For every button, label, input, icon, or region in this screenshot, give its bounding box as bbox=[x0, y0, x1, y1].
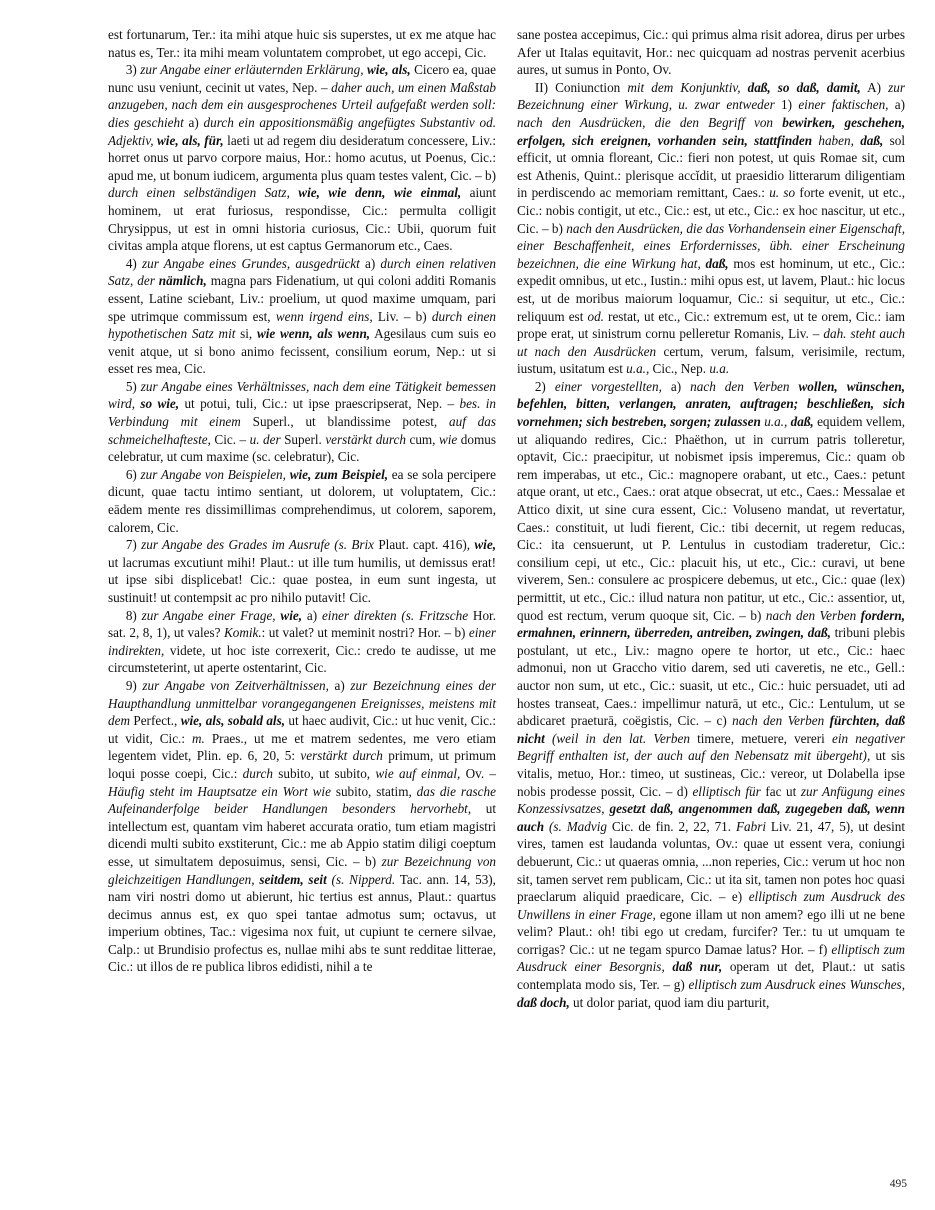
body-text: 1) bbox=[774, 97, 799, 113]
bold-headword-text: so wie, bbox=[135, 396, 180, 412]
body-text: magna pars Fidenatium, ut qui coloni additi Romanis essent, Latine sciebant, Liv.: proelium, ut quod maxime umquam, pari spe utrimque commissum est, bbox=[108, 273, 496, 324]
italic-text: einer indirekten, bbox=[108, 625, 497, 658]
right-column bbox=[517, 26, 905, 1011]
entry-paragraph bbox=[108, 466, 496, 536]
body-text: 3) bbox=[125, 62, 141, 78]
body-text: Superl., ut blandissime potest, bbox=[240, 414, 449, 430]
italic-text: u.a., bbox=[760, 414, 788, 430]
italic-text: u. so bbox=[769, 185, 796, 201]
body-text: sane postea accepimus, Cic.: qui primus alma risit adorea, dirus per urbes Afer ut Italas equitavit, Hor.: nec quicquam ad nostras pervenit acerbius aures, ut sumus in Ponto, Ov. bbox=[517, 27, 905, 78]
entry-paragraph bbox=[108, 677, 496, 976]
entry-paragraph bbox=[517, 79, 905, 378]
italic-text: zur Angabe des Grades im Ausrufe (s. Brix bbox=[141, 537, 375, 553]
body-text: ea se sola percipere dicunt, quae tactu intimo sentiant, ut dolorem, ut voluptatem, Cic.: eādem mente res dissimillimas comprehendimus, ut colorem, saporem, calorem, Cic. bbox=[108, 466, 497, 535]
bold-headword-text: wie, zum Beispiel, bbox=[285, 466, 389, 482]
body-text: equidem vellem, ut aliquando redires, Cic.: Phaëthon, ut in currum patris tolleretur, optavit, Cic.: praecipitur, ut nobismet ipsis imperemus, Cic.: quam ob rem imperabas, ut etc., Cic.: magnopere orabant, ut etc., Caes.: petunt atque orant, ut etc., Caes.: orat atque obsecrat, ut etc., Caes.: Messalae et Attico dixit, ut sine cura essent, Cic.: Voluseno mandat, ut revertatur, Caes.: constituit, ut ludi fierent, Cic.: tibi decernit, ut regem reducas, Cic.: ita censuerunt, ut P. Lentulus in custodiam traderetur, Cic.: consilium cepi, ut etc., Cic.: placuit his, ut etc., Cic.: curavi, ut bene viverem, Sen.: consulere ac prospicere debemus, ut etc., Cic.: quae (lex) permittit, ut etc., Cic.: illud natura non patitur, ut etc., Cic.: assentior, ut, quod est rectum, verum quoque sit, Cic. – b) bbox=[517, 414, 906, 623]
italic-text: (s. Madvig bbox=[549, 818, 607, 834]
italic-text: zur Angabe einer erläuternden Erklärung, bbox=[140, 62, 364, 78]
body-text: certum, verum, falsum, verisimile, rectum, iustum, usitatum est bbox=[517, 343, 906, 377]
italic-text: auf das schmeichelhafteste, bbox=[108, 414, 496, 447]
italic-text: nach den Ausdrücken, die den Begriff von bbox=[517, 114, 774, 130]
body-text: Cic. – bbox=[210, 431, 250, 447]
italic-text: bes. in Verbindung mit einem bbox=[108, 396, 496, 430]
body-text: Superl. bbox=[280, 431, 326, 447]
body-text: Liv. 21, 47, 5), ut desint vires, tamen est laudanda voluntas, Ov.: quae ut essent vera, coniungi debuerunt, Cic.: ut quaeras omnia, ...non reperies, Cic.: verum ut hoc non sit, tamen servet rem publicam, Cic.: ut ita sit, tamen non potes hoc quasi praeclarum aliquid praedicare, Cic. – e) bbox=[517, 818, 905, 905]
body-text: 2) bbox=[534, 378, 555, 394]
page-number: 495 bbox=[889, 1178, 907, 1190]
bold-headword-text: bewirken, geschehen, erfolgen, sich ereignen, vorhanden sein, stattfinden bbox=[517, 114, 905, 148]
italic-text: dah. steht auch ut nach den Ausdrücken bbox=[517, 326, 905, 359]
bold-headword-text: gesetzt daß, angenommen daß, zugegeben daß, wenn auch bbox=[517, 801, 905, 834]
bold-headword-text: daß doch, bbox=[517, 994, 570, 1010]
body-text: tribuni plebis postulant, ut etc., Liv.: magno opere te hortor, ut etc., Cic.: haec admonui, non ut Graccho vitio darem, sed uti caveretis, ne etc., Gell.: auctor non sum, ut etc., Cic.: suasit, ut etc., Cic.: huic persuadet, uti ad hostes transeat, Caes.: impellimur naturā, ut etc., Cic.: Lentulum, ut se abdicaret praeturā, coëgistis, Cic. – c) bbox=[517, 625, 905, 729]
body-text: II) Coniunction bbox=[534, 79, 628, 95]
body-text: ut lacrumas excutiunt mihi! Plaut.: ut ille tum humilis, ut demissus erat! ut ipse sibi displicebat! Cic.: quae postea, in eum sunt ingesta, ut sustinuit! ut contempsit ac pro nihilo putavit! Cic. bbox=[108, 554, 496, 605]
body-text: domus celebratur, ut cum maxime (sc. celebratur), Cic. bbox=[108, 431, 496, 465]
body-text: primum, ut primum loqui posse coepi, Cic.: bbox=[108, 748, 497, 781]
body-text: Praes., ut me et matrem sedentes, me vero etiam legentem videt, Plin. ep. 6, 20, 5: bbox=[108, 730, 496, 764]
body-text: A) bbox=[860, 79, 889, 95]
italic-text: zur Angabe eines Verhältnisses, nach dem eine Tätigkeit bemessen wird, bbox=[108, 378, 496, 412]
italic-text: (weil in den lat. Verben bbox=[551, 730, 690, 746]
italic-text: zur Bezeichnung eines der Haupthandlung unmittelbar vorangegangenen Ereignisses, meistens mit dem bbox=[108, 677, 496, 729]
italic-text: nach den Verben bbox=[732, 713, 825, 729]
italic-text: zur Bezeichnung einer Wirkung, u. zwar entweder bbox=[517, 79, 905, 113]
body-text: fac ut bbox=[760, 783, 801, 799]
italic-text: durch ein appositionsmäßig angefügtes Substantiv od. Adjektiv, bbox=[108, 114, 496, 148]
entry-paragraph bbox=[108, 61, 496, 255]
italic-text: nach den Verben bbox=[765, 607, 857, 623]
body-text: a) bbox=[888, 97, 905, 113]
entry-paragraph bbox=[108, 255, 496, 378]
entry-paragraph bbox=[517, 26, 905, 79]
body-text: sol efficit, ut omnia floreant, Cic.: fieri non potest, ut quis Romae sit, cum est Athenis, Quint.: plerisque accĭdit, ut praesidio litterarum diligentiam in perdiscendo ac memoriam remittant, Caes.: bbox=[517, 132, 906, 201]
body-text: ut dolor pariat, quod iam diu parturit, bbox=[569, 994, 770, 1010]
bold-headword-text: wie, als, für, bbox=[153, 132, 224, 148]
entry-paragraph bbox=[108, 536, 496, 606]
body-text: Perfect., bbox=[129, 713, 181, 729]
italic-text: (s. Nipperd. bbox=[331, 871, 396, 887]
left-column bbox=[108, 26, 496, 976]
italic-text: elliptisch zum Ausdruck eines Wunsches, bbox=[688, 977, 905, 993]
body-text: laeti ut ad regem diu desideratum concessere, Liv.: horret onus ut parvo corpore maius, Hor.: homo acutus, ut Poenus, Cic.: apud me, ut bonum iudicem, argumenta plus quam testes valent, Cic. – b) bbox=[108, 132, 496, 183]
body-text: operam ut det, Plaut.: ut satis contemplata modo sis, Ter. – g) bbox=[517, 959, 906, 993]
italic-text: zur Angabe von Beispielen, bbox=[140, 466, 286, 482]
bold-headword-text: wollen, wünschen, befehlen, bitten, verlangen, anraten, auftragen; beschließen, sich vornehmen; sich bestreben, sorgen; zulassen bbox=[517, 378, 905, 430]
body-text: a) bbox=[359, 255, 381, 271]
italic-text: u.a., bbox=[626, 361, 650, 377]
body-text: Agesilaus cum suis eo venit atque, ut si bono animo fecissent, consilium eorum, Nep.: ut si esset res mea, Cic. bbox=[108, 326, 496, 377]
body-text: Tac. ann. 14, 53), nam viri nostri domo ut abierunt, hic tertius est annus, Plaut.: quartus decimus annus est, ex quo spei tantae admotus sum; octavus, ut imperium obtines, Tac.: vigesima nox fuit, ut cupiunt te cernere silvae, Calp.: ut Brundisio profectus es, nullae mihi abs te sunt redditae litterae, Cic.: ut illos de re publica libros edidisti, nihil a te bbox=[108, 871, 496, 975]
body-text: ut sis vitalis, metuo, Hor.: timeo, ut sustineas, Cic.: vereor, ut Dolabella ipse nobis prodesse possit, Cic. – d) bbox=[517, 748, 906, 799]
italic-text: u. der bbox=[249, 431, 281, 447]
body-text: 4) bbox=[125, 255, 142, 271]
bold-headword-text: nämlich, bbox=[154, 273, 207, 289]
body-text: Cic. de fin. 2, 22, 71. bbox=[606, 818, 736, 834]
body-text: subito, statim, bbox=[330, 783, 417, 799]
body-text: 5) bbox=[125, 378, 141, 394]
body-text: Hor. sat. 2, 8, 1), ut vales? bbox=[108, 607, 497, 641]
italic-text: zur Bezeichnung von gleichzeitigen Handlungen, bbox=[108, 853, 497, 887]
body-text: mos est hominum, ut etc., Cic.: expedit omnibus, ut etc., Iustin.: mihi opus est, ut lavem, Plaut.: hic locus est, ut de moribus maiorum loquamur, Cic.: si sequitur, ut etc., Cic.: reliquum est bbox=[517, 255, 906, 324]
entry-paragraph bbox=[108, 378, 496, 466]
body-text: 7) bbox=[125, 537, 142, 553]
body-text: ut potui, tuli, Cic.: ut ipse praescripserat, Nep. – bbox=[179, 396, 460, 412]
italic-text: od. bbox=[587, 308, 604, 324]
bold-headword-text: wie, als, sobald als, bbox=[180, 713, 286, 729]
entry-paragraph bbox=[517, 378, 905, 1011]
body-text: forte evenit, ut etc., Cic.: nobis contigit, ut etc., Cic.: est, ut etc., Cic.: ex hoc nascitur, ut etc., Cic. – b) bbox=[517, 185, 906, 236]
body-text bbox=[545, 731, 552, 746]
italic-text: zur Angabe eines Grundes, ausgedrückt bbox=[141, 255, 360, 271]
italic-text: ein negativer Begriff enthalten ist, der auch auf den Nebensatz mit übergeht), bbox=[517, 730, 906, 764]
italic-text: m. bbox=[192, 730, 205, 746]
body-text: videte, ut hoc iste correxerit, Cic.: credo te audisse, ut me circumsteterint, ut aperte ostentarint, Cic. bbox=[108, 642, 496, 676]
italic-text: Komik. bbox=[223, 625, 262, 641]
italic-text: das die rasche Aufeinanderfolge beider Handlungen besonders hervorhebt, bbox=[108, 783, 496, 817]
italic-text: mit dem Konjunktiv, bbox=[627, 79, 741, 95]
italic-text: durch bbox=[242, 765, 273, 781]
italic-text: elliptisch für bbox=[692, 783, 761, 799]
body-text: Cicero ea, quae nunc usu veniunt, cecinit ut vates, Nep. – bbox=[108, 62, 496, 95]
italic-text: wie auf einmal, bbox=[375, 765, 461, 781]
italic-text: zur Angabe einer Frage, bbox=[141, 607, 276, 623]
body-text: Liv. – b) bbox=[372, 308, 432, 324]
italic-text: einer faktischen, bbox=[798, 97, 889, 113]
italic-text: durch einen selbständigen Satz, bbox=[108, 185, 290, 201]
bold-headword-text: wie, wie denn, wie einmal, bbox=[289, 185, 462, 201]
body-text: a) bbox=[328, 677, 351, 693]
body-text: subito, ut subito, bbox=[272, 765, 376, 781]
body-text: si, bbox=[235, 326, 257, 342]
bold-headword-text: wie, als, bbox=[363, 62, 411, 78]
bold-headword-text: wie, bbox=[275, 607, 303, 623]
body-text: 8) bbox=[125, 607, 142, 623]
italic-text: elliptisch zum Ausdruck einer Besorgnis, bbox=[517, 941, 905, 975]
body-text: timere, metuere, vereri bbox=[689, 730, 832, 746]
body-text: Ov. – bbox=[460, 765, 496, 781]
body-text: Plaut. capt. 416), bbox=[374, 537, 475, 553]
body-text: a) bbox=[661, 378, 691, 394]
body-text: a) bbox=[183, 114, 204, 130]
italic-text: zur Anfügung eines Konzessivsatzes, bbox=[517, 783, 905, 817]
italic-text: einer vorgestellten, bbox=[554, 378, 662, 394]
italic-text: nach den Ausdrücken, die das Vorhandensein einer Eigenschaft, einer Beschaffenheit, eines Erfordernisses, übh. einer Erscheinung bezeichnen, die eine Wirkung hat, bbox=[517, 220, 905, 271]
bold-headword-text: fordern, ermahnen, erinnern, überreden, antreiben, zwingen, daß, bbox=[517, 607, 905, 641]
bold-headword-text: daß, bbox=[700, 255, 729, 271]
bold-headword-text: daß, bbox=[787, 414, 814, 430]
italic-text: verstärkt durch bbox=[325, 431, 406, 447]
italic-text: u.a. bbox=[709, 361, 730, 377]
body-text: a) bbox=[302, 607, 322, 623]
entry-paragraph bbox=[108, 607, 496, 677]
italic-text: zur Angabe von Zeitverhältnissen, bbox=[142, 677, 329, 693]
italic-text: Fabri bbox=[735, 818, 766, 834]
italic-text: Häufig steht im Hauptsatze ein Wort wie bbox=[108, 783, 331, 799]
body-text: egone illam ut non amem? ego illi ut ne bene velim? Plaut.: oh! tibi ego ut credam, furcifer? Ter.: tu ut umquam te corrigas? Cic.: ut ne tegam spurco Damae latus? Hor. – f) bbox=[517, 906, 905, 957]
bold-headword-text: daß, bbox=[853, 132, 884, 148]
italic-text: einer direkten (s. Fritzsche bbox=[321, 607, 469, 623]
bold-headword-text: daß nur, bbox=[664, 959, 723, 975]
body-text: ut intellectum est, quantam vim haberet accurata oratio, tum etiam magistri dicendi multi subito exstiterunt, Cic.: me ab Appio statim diligi coeptum esse, ut simultatem deposuimus, sensi, Cic. – b) bbox=[108, 801, 496, 869]
entry-paragraph bbox=[108, 26, 496, 61]
bold-headword-text: wie, bbox=[474, 537, 496, 553]
italic-text: daher auch, um einen Maßstab anzugeben, nach dem ein ausgesprochenes Urteil aufgefaßt werden soll: dies geschieht bbox=[108, 79, 497, 130]
italic-text: wenn irgend eins, bbox=[275, 308, 373, 324]
body-text: 9) bbox=[125, 677, 143, 693]
italic-text: durch einen hypothetischen Satz mit bbox=[108, 308, 496, 342]
italic-text: haben, bbox=[812, 132, 854, 148]
body-text: 6) bbox=[125, 466, 141, 482]
body-text: cum, bbox=[405, 431, 439, 447]
bold-headword-text: fürchten, daß nicht bbox=[517, 713, 905, 746]
italic-text: durch einen relativen Satz, der bbox=[108, 255, 496, 289]
italic-text: verstärkt durch bbox=[300, 748, 383, 764]
bold-headword-text: wie wenn, als wenn, bbox=[256, 326, 371, 342]
body-text: est fortunarum, Ter.: ita mihi atque huic sis superstes, ut ex me atque hac natus es, Ter.: ita mihi meam voluntatem comprobet, ut ego accepi, Cic. bbox=[108, 27, 496, 60]
bold-headword-text: daß, so daß, damit, bbox=[740, 79, 861, 95]
body-text: Cic., Nep. bbox=[649, 361, 710, 377]
italic-text: wie bbox=[438, 431, 458, 447]
body-text: ut haec audivit, Cic.: ut huc venit, Cic.: ut vidit, Cic.: bbox=[108, 713, 496, 746]
body-text: : ut valet? ut meminit nostri? Hor. – b) bbox=[261, 625, 469, 641]
italic-text: nach den Verben bbox=[690, 378, 790, 394]
body-text: restat, ut etc., Cic.: extremum est, ut te orem, Cic.: iam prope erat, ut sinistrum cornu pelleretur Romanis, Liv. – bbox=[517, 308, 906, 342]
body-text: aiunt hominem, ut erat furiosus, respondisse, Cic.: permulta colligit Chrysippus, ut est in omni historia curiosus, Cic.: Ubii, quorum fuit civitas ampla atque florens, ut est captus Germanorum etc., Caes. bbox=[108, 185, 497, 254]
italic-text: elliptisch zum Ausdruck des Unwillens in einer Frage, bbox=[517, 889, 906, 922]
bold-headword-text: seitdem, seit bbox=[254, 871, 327, 887]
